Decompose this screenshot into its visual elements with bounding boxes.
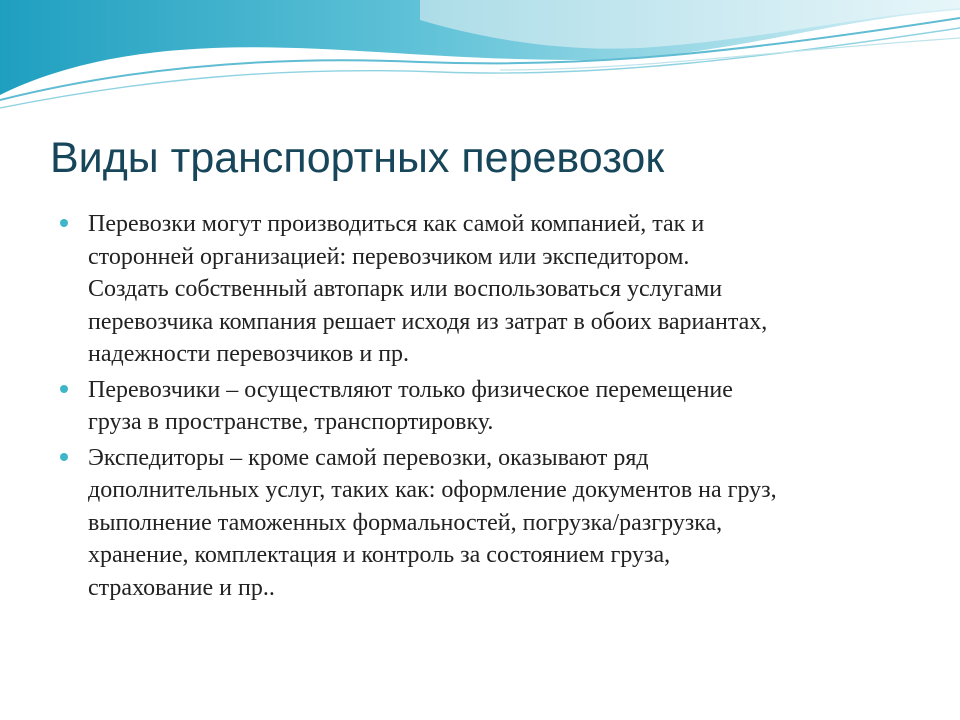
bullet-item-forwarders bbox=[60, 442, 920, 605]
bullet-text: Экспедиторы – кроме самой перевозки, оказывают ряд дополнительных услуг, таких как: оформление документов на груз, выполнение таможенных формальностей, погрузка/разгрузка, хранение, комплектация и контроль за состоянием груза, страхование и пр.. bbox=[88, 444, 777, 601]
bullet-item-carriers-options bbox=[60, 208, 920, 371]
bullet-marker-icon bbox=[60, 453, 68, 461]
bullet-text: Перевозчики – осуществляют только физическое перемещение груза в пространстве, транспортировку. bbox=[88, 376, 733, 435]
bullet-marker-icon bbox=[60, 385, 68, 393]
decorative-wave-header bbox=[0, 0, 960, 120]
bullet-item-carriers bbox=[60, 374, 920, 439]
bullet-marker-icon bbox=[60, 219, 68, 227]
slide-title: Виды транспортных перевозок bbox=[50, 134, 665, 182]
bullet-text: Перевозки могут производиться как самой компанией, так и сторонней организацией: перевозчиком или экспедитором. Создать собственный автопарк или воспользоваться услугами перевозчика компания решает исходя из затрат в обоих вариантах, надежности перевозчиков и пр. bbox=[88, 211, 768, 367]
bullet-list bbox=[60, 208, 920, 607]
